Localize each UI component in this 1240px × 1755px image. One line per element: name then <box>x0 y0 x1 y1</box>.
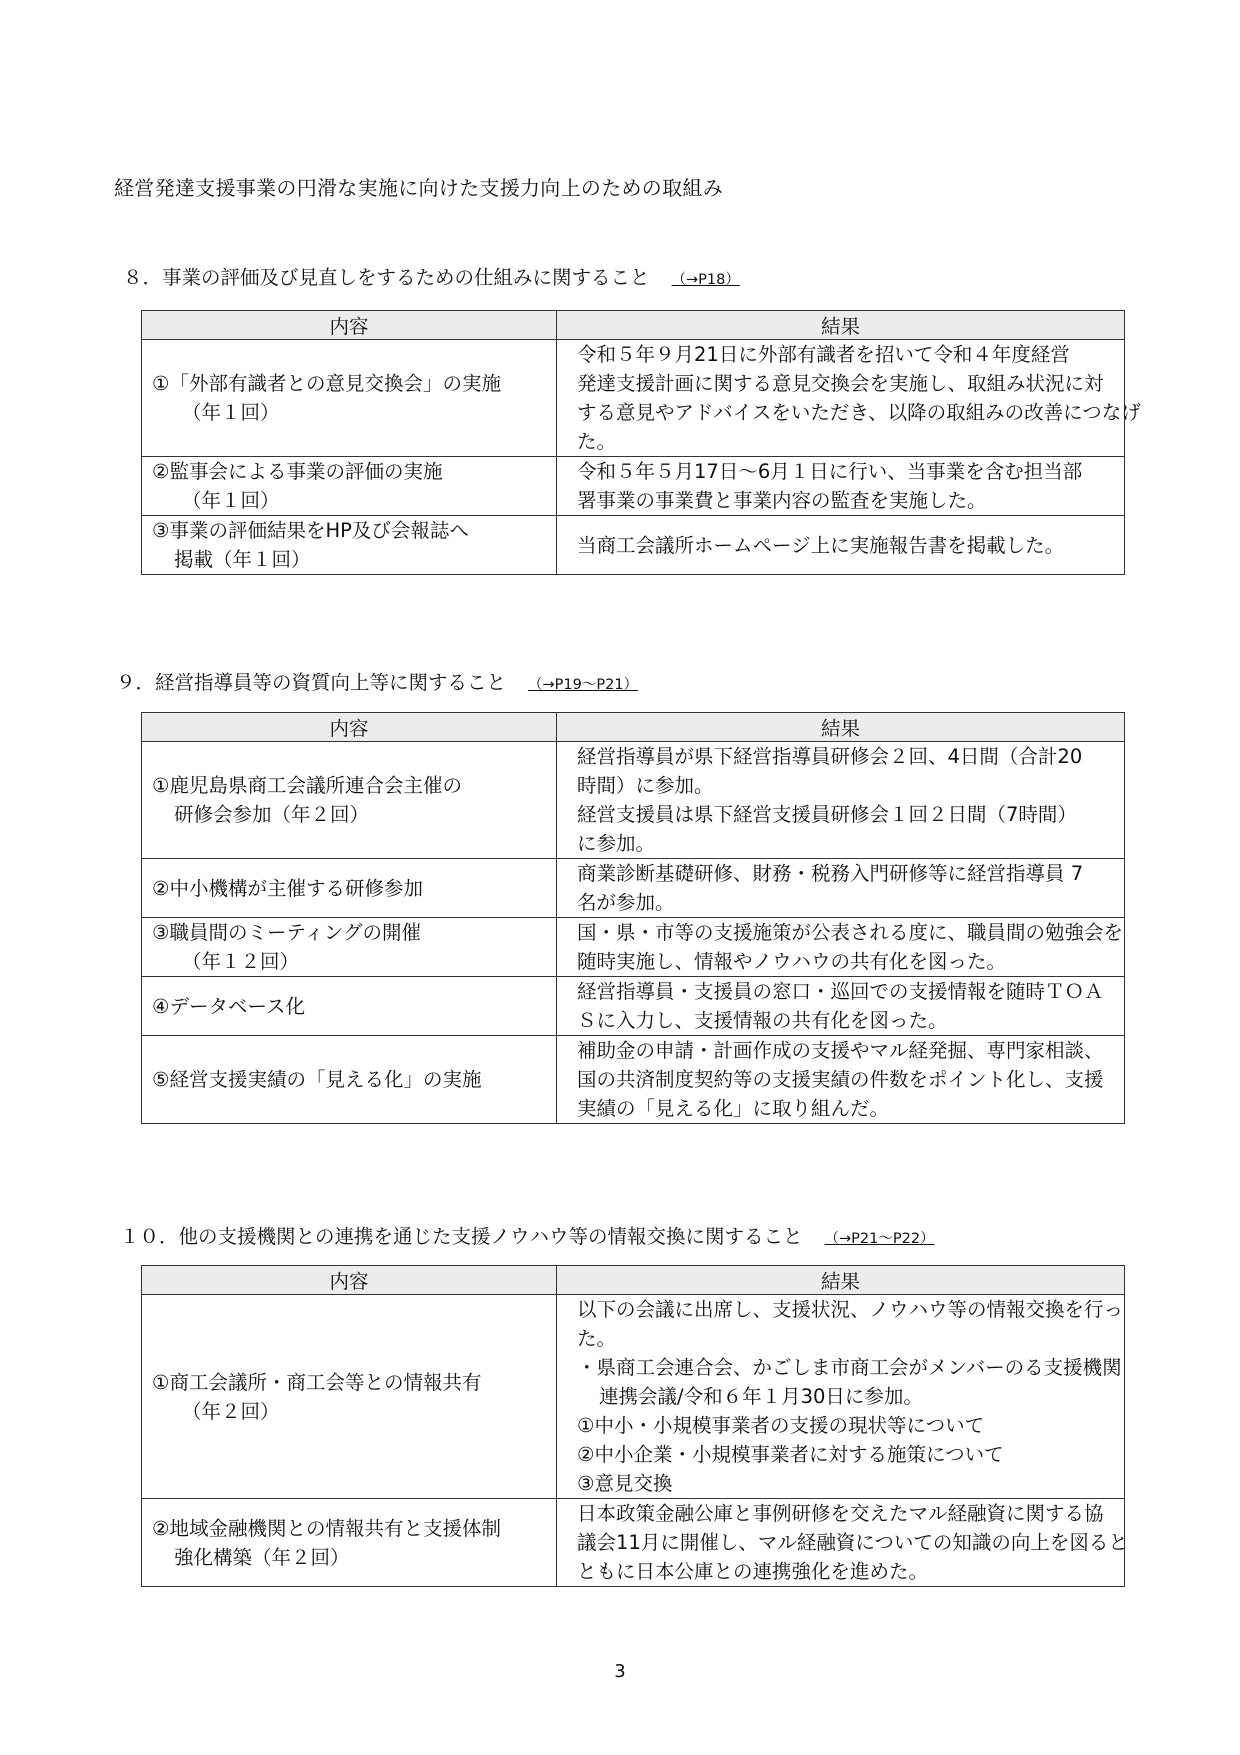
table-row <box>142 1036 1125 1124</box>
section-8-table <box>141 310 1141 575</box>
result-line: 国の共済制度契約等の支援実績の件数をポイント化し、支援 <box>577 1068 1104 1091</box>
column-header-content: 内容 <box>142 713 557 742</box>
content-line: （年１２回） <box>182 950 300 973</box>
content-line: 研修会参加（年２回） <box>174 803 370 826</box>
column-header-result: 結果 <box>557 1266 1125 1295</box>
content-line: ①「外部有識者との意見交換会」の実施 <box>152 372 501 395</box>
table-header-row <box>142 1266 1125 1295</box>
content-line: （年２回） <box>182 1399 280 1423</box>
section-8-title <box>123 262 740 290</box>
result-line: 令和５年９月21日に外部有識者を招いて令和４年度経営 <box>577 343 1070 366</box>
result-line: 経営支援員は県下経営支援員研修会１回２日間（7時間） <box>577 803 1077 826</box>
column-header-result: 結果 <box>557 713 1125 742</box>
result-cell <box>557 340 1141 457</box>
result-line: ③意見交換 <box>577 1472 673 1495</box>
result-line: に参加。 <box>577 832 656 855</box>
section-9-table <box>141 712 1125 1124</box>
table-row <box>142 516 1125 575</box>
content-cell <box>142 1499 557 1587</box>
result-cell <box>557 918 1125 977</box>
result-line: ①中小・小規模事業者の支援の現状等について <box>577 1414 985 1437</box>
column-header-content: 内容 <box>142 1266 557 1295</box>
table-row <box>142 1295 1125 1499</box>
section-9-title <box>116 667 638 695</box>
result-line: 発達支援計画に関する意見交換会を実施し、取組み状況に対 <box>577 372 1104 395</box>
content-line: ②監事会による事業の評価の実施 <box>152 460 443 483</box>
result-cell <box>557 516 1125 575</box>
section-10-table <box>141 1265 1128 1587</box>
result-line: 議会11月に開催し、マル経融資についての知識の向上を図ると <box>577 1531 1128 1554</box>
table-row <box>142 1499 1125 1587</box>
table-header-row <box>142 713 1125 742</box>
result-cell <box>557 1295 1125 1499</box>
table-row <box>142 340 1125 457</box>
result-cell <box>557 457 1125 516</box>
section-9-title-text: ９．経営指導員等の資質向上等に関すること <box>116 671 507 694</box>
result-line: 以下の会議に出席し、支援状況、ノウハウ等の情報交換を行っ <box>577 1298 1124 1321</box>
content-line: ①鹿児島県商工会議所連合会主催の <box>152 774 462 797</box>
result-line: 時間）に参加。 <box>577 774 714 797</box>
result-line: ②中小企業・小規模事業者に対する施策について <box>577 1443 1004 1466</box>
result-line: ・県商工会連合会、かごしま市商工会がメンバーのる支援機関 <box>577 1356 1122 1379</box>
content-cell <box>142 977 557 1036</box>
table-row <box>142 457 1125 516</box>
result-line: 令和５年５月17日〜6月１日に行い、当事業を含む担当部 <box>577 460 1083 483</box>
result-line: 商業診断基礎研修、財務・税務入門研修等に経営指導員 7 <box>577 862 1084 885</box>
content-line: （年１回） <box>182 401 280 424</box>
content-cell <box>142 340 557 457</box>
result-line: た。 <box>577 430 617 453</box>
content-line: ②地域金融機関との情報共有と支援体制 <box>152 1516 501 1540</box>
page-heading: 経営発達支援事業の円滑な実施に向けた支援力向上のための取組み <box>114 176 723 200</box>
result-line: た。 <box>577 1327 617 1350</box>
result-line: 日本政策金融公庫と事例研修を交えたマル経融資に関する協 <box>577 1502 1104 1525</box>
content-line: 強化構築（年２回） <box>174 1545 350 1569</box>
result-cell <box>557 1036 1125 1124</box>
result-line: ともに日本公庫との連携強化を進めた。 <box>577 1560 929 1583</box>
content-cell <box>142 859 557 918</box>
content-line: ①商工会議所・商工会等との情報共有 <box>152 1370 482 1394</box>
content-line: ③職員間のミーティングの開催 <box>152 921 422 944</box>
result-line: 経営指導員が県下経営指導員研修会２回、4日間（合計20 <box>577 745 1083 768</box>
result-cell <box>557 859 1125 918</box>
content-line: ⑤経営支援実績の「見える化」の実施 <box>152 1068 482 1091</box>
section-8-page-ref: （→P18） <box>671 272 740 288</box>
table-row <box>142 918 1125 977</box>
result-line: Ｓに入力し、支援情報の共有化を図った。 <box>577 1009 948 1032</box>
result-line: 国・県・市等の支援施策が公表される度に、職員間の勉強会を <box>577 921 1124 944</box>
content-line: ④データベース化 <box>152 994 306 1018</box>
column-header-content: 内容 <box>142 311 557 340</box>
content-cell <box>142 1295 557 1499</box>
content-cell <box>142 457 557 516</box>
section-8-title-text: ８．事業の評価及び見直しをするための仕組みに関すること <box>123 266 650 289</box>
result-line: 当商工会議所ホームページ上に実施報告書を掲載した。 <box>577 533 1065 557</box>
content-line: （年１回） <box>182 489 280 512</box>
result-line: 随時実施し、情報やノウハウの共有化を図った。 <box>577 950 1007 973</box>
result-line: 名が参加。 <box>577 891 675 914</box>
section-10-title-text: １０．他の支援機関との連携を通じた支援ノウハウ等の情報交換に関すること <box>120 1225 803 1248</box>
result-cell <box>557 1499 1128 1587</box>
table-row <box>142 859 1125 918</box>
section-9-page-ref: （→P19〜P21） <box>528 677 639 693</box>
section-10-title <box>120 1221 935 1249</box>
table-row <box>142 742 1125 859</box>
result-cell <box>557 742 1125 859</box>
content-line: ②中小機構が主催する研修参加 <box>152 876 423 900</box>
result-line: 補助金の申請・計画作成の支援やマル経発掘、専門家相談、 <box>577 1039 1104 1062</box>
content-cell <box>142 918 557 977</box>
result-line: 署事業の事業費と事業内容の監査を実施した。 <box>577 489 987 512</box>
result-line: 経営指導員・支援員の窓口・巡回での支援情報を随時ＴＯＡ <box>577 980 1104 1003</box>
content-line: ③事業の評価結果をHP及び会報誌へ <box>152 519 469 542</box>
column-header-result: 結果 <box>557 311 1125 340</box>
page-number: 3 <box>614 1661 626 1682</box>
content-cell <box>142 516 557 575</box>
result-line: する意見やアドバイスをいただき、以降の取組みの改善につなげ <box>577 401 1141 424</box>
table-header-row <box>142 311 1125 340</box>
content-cell <box>142 1036 557 1124</box>
content-cell <box>142 742 557 859</box>
result-cell <box>557 977 1125 1036</box>
content-line: 掲載（年１回） <box>174 548 311 571</box>
section-10-page-ref: （→P21〜P22） <box>824 1231 935 1247</box>
result-line: 実績の「見える化」に取り組んだ。 <box>577 1097 890 1120</box>
result-line: 連携会議/令和６年１月30日に参加。 <box>599 1385 923 1408</box>
table-row <box>142 977 1125 1036</box>
